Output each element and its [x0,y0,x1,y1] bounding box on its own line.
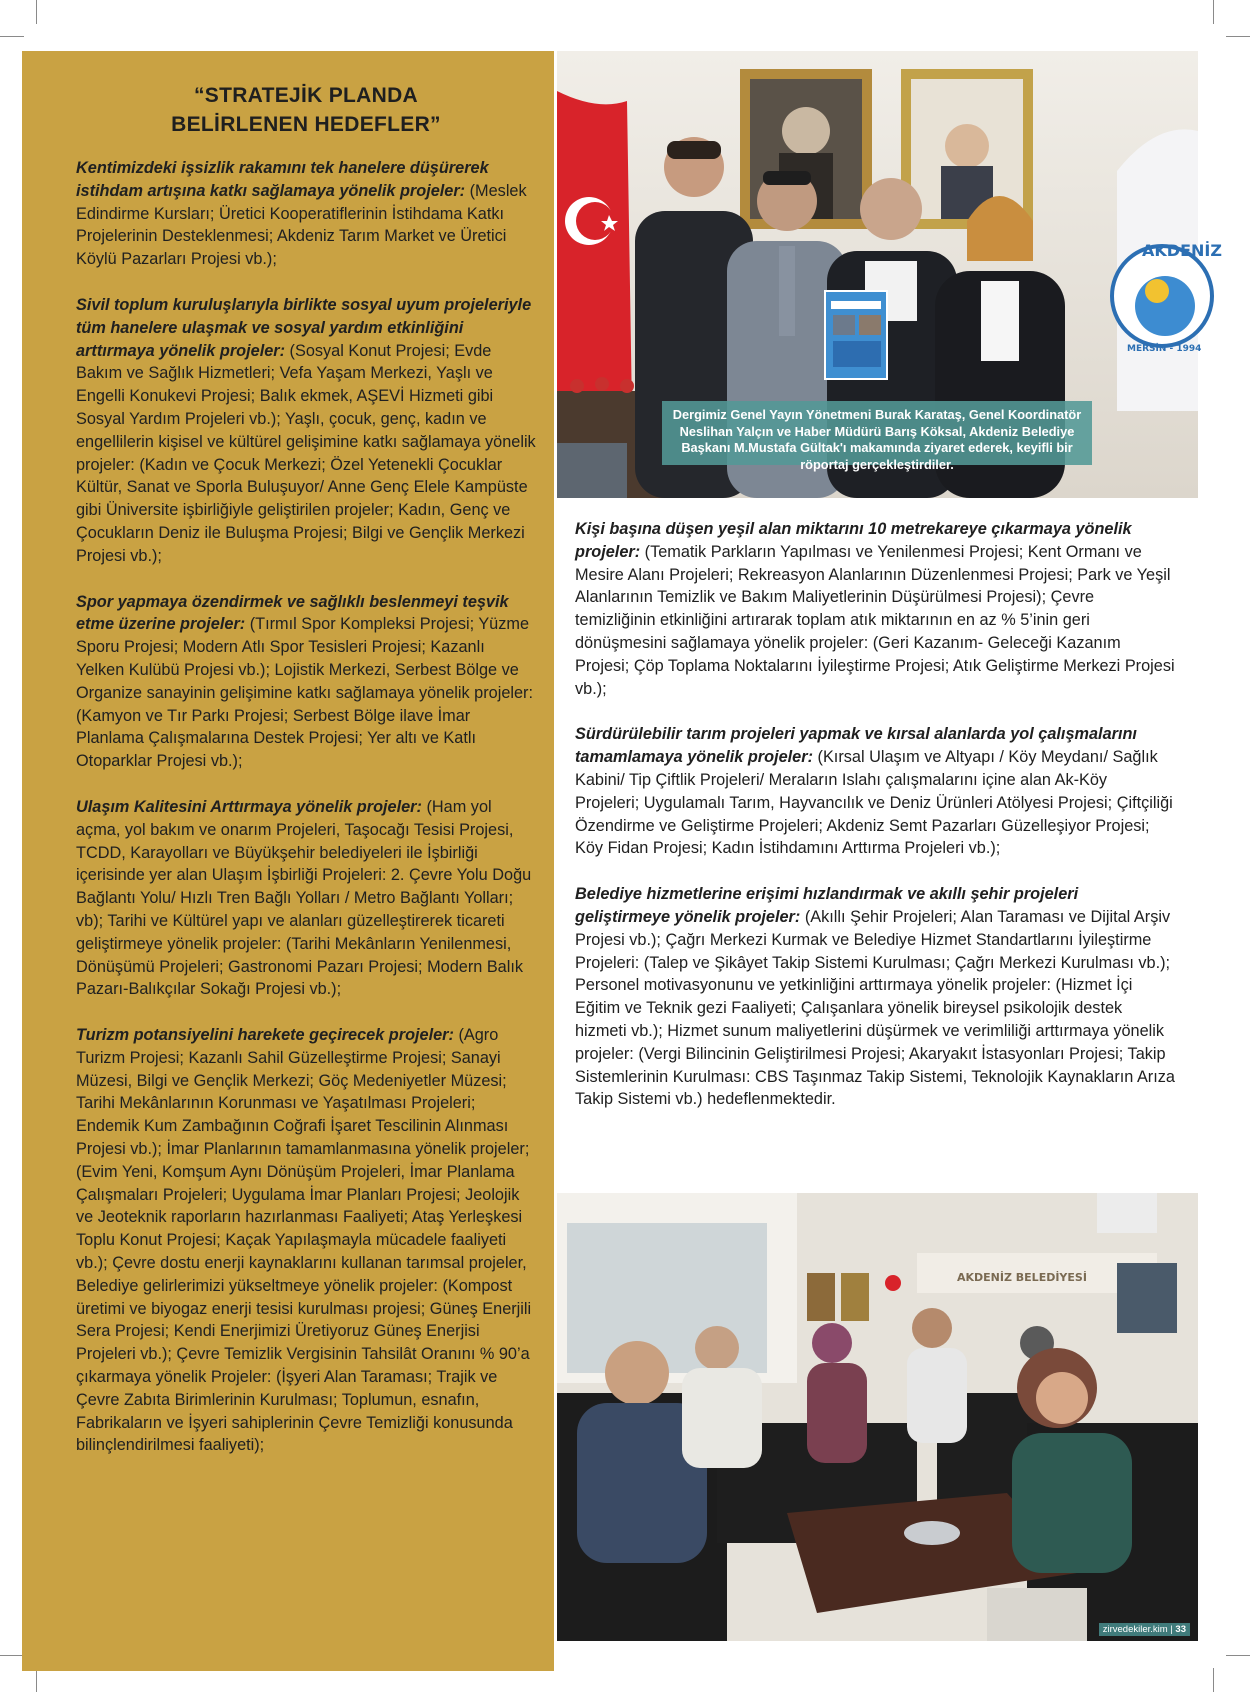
paragraph [575,518,1175,700]
paragraph-lead: Kişi başına düşen yeşil alan miktarını 10 metrekareye çıkarmaya yönelik projeler: [575,520,1132,561]
page-number: 33 [1175,1624,1186,1635]
seal-text-bottom: MERSİN - 1994 [1127,344,1202,354]
crop-mark [1213,0,1214,24]
paragraph-lead: Sivil toplum kuruluşlarıyla birlikte sosyal uyum projeleriyle tüm hanelere ulaşmak ve sosyal yardım etkinliğini arttırmaya yönelik projeler: [76,295,532,360]
headline-line-2: BELİRLENEN HEDEFLER” [171,113,441,136]
footer-site: zirvedekiler.kim [1102,1624,1168,1635]
paragraph [575,723,1175,860]
paragraph-body: (Tematik Parkların Yapılması ve Yenilenmesi Projesi; Kent Ormanı ve Mesire Alanı Projeleri; Rekreasyon Alanlarının Düzenlenmesi Projesi; Park ve Yeşil Alanlarının Temizlik ve Bakım Maliyetlerinin Düşürülmesi Projesi); Çevre temizliğinin etkinliğini artırarak toplam atık miktarının en az % 5’inin geri dönüşmesini sağlamaya yönelik projeler: (Geri Kazanım- Geleceği Kazanım Projesi; Çöp Toplama Noktalarını İyileştirme Projesi; Atık Geliştirme Merkezi Projesi vb.); [575,542,1175,698]
paragraph [76,294,536,568]
crop-mark [36,1668,37,1692]
paragraph-lead: Spor yapmaya özendirmek ve sağlıklı beslenmeyi teşvik etme üzerine projeler: [76,592,509,634]
left-column-text [76,81,536,1480]
page-footer [1099,1623,1190,1636]
wall-sign-text: AKDENİZ BELEDİYESİ [957,1271,1087,1284]
crop-mark [0,36,24,37]
section-headline [76,81,536,139]
crop-mark [36,0,37,24]
crop-mark [1213,1668,1214,1692]
paragraph-body: (Meslek Edindirme Kursları; Üretici Kooperatiflerinin İstihdama Katkı Projelerinin Desteklenmesi; Akdeniz Tarım Market ve Üretici Köylü Pazarları Projesi vb.); [76,181,527,269]
crop-mark [0,1655,24,1656]
meeting-photo-illustration [557,1193,1198,1641]
paragraph-body: (Ham yol açma, yol bakım ve onarım Projeleri, Taşocağı Tesisi Projesi, TCDD, Karayolları ve Büyükşehir belediyeleri ile İşbirliği içerisinde yer alan Ulaşım İşbirliği Projeleri: 2. Çevre Yolu Doğu Bağlantı Yolu/ Hızlı Tren Bağlı Yolları / Metro Bağlantı Yolları; vb); Tarihi ve Kültürel yapı ve alanları güzelleştirerek ticareti geliştirmeye yönelik projeler: (Tarihi Mekânların Yenilenmesi, Dönüşümü Projeleri; Gastronomi Pazarı Projesi; Modern Balık Pazarı-Balıkçılar Sokağı Projesi vb.); [76,797,532,999]
meeting-photo [557,1193,1198,1641]
paragraph [76,796,536,1001]
footer-separator: | [1170,1624,1173,1635]
paragraph-body: (Tırmıl Spor Kompleksi Projesi; Yüzme Sporu Projesi; Modern Atlı Spor Tesisleri Projesi; Kazanlı Yelken Kulübü Projesi vb.); Lojistik Merkezi, Serbest Bölge ve Organize sanayinin gelişimine katkı sağlamaya yönelik projeler: (Kamyon ve Tır Parkı Projesi; Serbest Bölge ilave İmar Planlama Çalışmalarına Destek Projesi; Yer altı ve Katlı Otoparklar Projesi vb.); [76,615,534,771]
paragraph [76,1024,536,1457]
paragraph [76,591,536,773]
paragraph-lead: Turizm potansiyelini harekete geçirecek projeler: [76,1026,454,1045]
interview-photo [557,51,1222,498]
paragraph-lead: Sürdürülebilir tarım projeleri yapmak ve kırsal alanlarda yol çalışmalarını tamamlamaya yönelik projeler: [575,725,1137,767]
crop-mark [1226,1655,1250,1656]
crop-mark [1226,36,1250,37]
right-column-text [575,518,1175,1134]
paragraph-lead: Belediye hizmetlerine erişimi hızlandırmak ve akıllı şehir projeleri geliştirmeye yönelik projeler: [575,885,1079,926]
paragraph-body: (Akıllı Şehir Projeleri; Alan Taraması ve Dijital Arşiv Projesi vb.); Çağrı Merkezi Kurmak ve Belediye Hizmet Standartlarını İyileştirme Projeleri: (Talep ve Şikâyet Takip Sistemi Kurulması; Çağrı Merkezi Kurulması vb.); Personel motivasyonunu ve yetkinliğini arttırmaya yönelik projeler: (Hizmet İçi Eğitim ve Teknik gezi Faaliyeti; Çalışanlara yönelik bireysel psikolojik destek hizmeti vb.); Hizmet sunum maliyetlerini düşürmek ve verimliliği arttırmaya yönelik projeler: (Vergi Bilincinin Geliştirilmesi Projesi; Akaryakıt İstasyonları Projesi; Takip Sistemlerinin Kurulması: CBS Taşınmaz Takip Sistemi, Teknolojik Kaynakların Arıza Takip Sistemi vb.) hedeflenmektedir. [575,907,1175,1109]
paragraph-body: (Agro Turizm Projesi; Kazanlı Sahil Güzelleştirme Projesi; Sanayi Müzesi, Bilgi ve Gençlik Merkezi; Göç Medeniyetler Müzesi; Tarihi Mekânlarının Korunması ve Yaşatılması Projeleri; Endemik Kum Zambağının Coğrafi İşaret Tescilinin Alınması Projesi vb.); İmar Planlarının tamamlanmasına yönelik projeler; (Evim Yeni, Komşum Aynı Dönüşüm Projeleri, İmar Planlama Çalışmaları Projeleri; Uygulama İmar Planları Projesi; Jeolojik ve Jeoteknik raporların hazırlanması Faaliyeti; Ataş Yerleşkesi Toplu Konut Projesi; Kaçak Yapılaşmayla mücadele faaliyeti vb.); Çevre dostu enerji kaynaklarını kullanan tarımsal projeler, Belediye gelirlerimizi yükseltmeye yönelik projeler: (Kompost üretimi ve biyogaz enerji tesisi kurulması projesi; Güneş Enerjili Sera Projesi; Kendi Enerjimizi Üretiyoruz Güneş Enerjisi Projeleri vb.); Çevre Temizlik Vergisinin Tahsilât Oranını % 90’a çıkarmaya yönelik Projeler: (İşyeri Alan Taraması; Trajik ve Çevre Zabıta Birimlerinin Kurulması; Toplumun, esnafın, Fabrikaların ve İşyeri sahiplerinin Çevre Temizliği konusunda bilinçlendirilmesi faaliyeti); [76,1026,532,1455]
paragraph-body: (Sosyal Konut Projesi; Evde Bakım ve Sağlık Hizmetleri; Vefa Yaşam Merkezi, Yaşlı ve Engelli Konukevi Projesi; Balık ekmek, AŞEVİ Hizmeti gibi Sosyal Yardım Projeleri vb.); Yaşlı, çocuk, genç, kadın ve engellilerin kişisel ve kültürel gelişimine katkı sağlamaya yönelik projeler: (Kadın ve Çocuk Merkezi; Özel Yetenekli Çocuklar Kültür, Sanat ve Sporla Buluşuyor/ Anne Genç Elele Kampüste gibi Üniversite işbirliğiyle geliştirilen projeler; Kadın, Genç ve Çocukların Deniz ile Buluşma Projesi; Bilgi ve Gençlik Merkezi Projesi vb.); [76,341,536,565]
paragraph [76,157,536,271]
seal-text-top: AKDENİZ [1142,241,1222,260]
paragraph-lead: Ulaşım Kalitesini Arttırmaya yönelik projeler: [76,797,422,816]
left-column-panel [22,51,554,1671]
paragraph-lead: Kentimizdeki işsizlik rakamını tek hanelere düşürerek istihdam artışına katkı sağlamaya yönelik projeler: [76,159,489,200]
photo-caption: Dergimiz Genel Yayın Yönetmeni Burak Karataş, Genel Koordinatör Neslihan Yalçın ve Haber Müdürü Barış Köksal, Akdeniz Belediye Başkanı M.Mustafa Gültak'ı makamında ziyaret ederek, keyifli bir röportaj gerçekleştirdiler. [662,401,1092,465]
paragraph-body: (Kırsal Ulaşım ve Altyapı / Köy Meydanı/ Sağlık Kabini/ Tip Çiftlik Projeleri/ Meraların Islahı çalışmalarını içine alan Ak-Köy Projeleri; Uygulamalı Tarım, Hayvancılık ve Deniz Ürünleri Atölyesi Projesi; Çiftçiliği Özendirme ve Geliştirme Projeleri; Akdeniz Semt Pazarları Güzelleşiyor Projesi; Köy Fidan Projesi; Kadın İstihdamını Arttırma Projeleri vb.); [575,748,1173,858]
headline-line-1: “STRATEJİK PLANDA [193,84,419,107]
paragraph [575,883,1175,1111]
